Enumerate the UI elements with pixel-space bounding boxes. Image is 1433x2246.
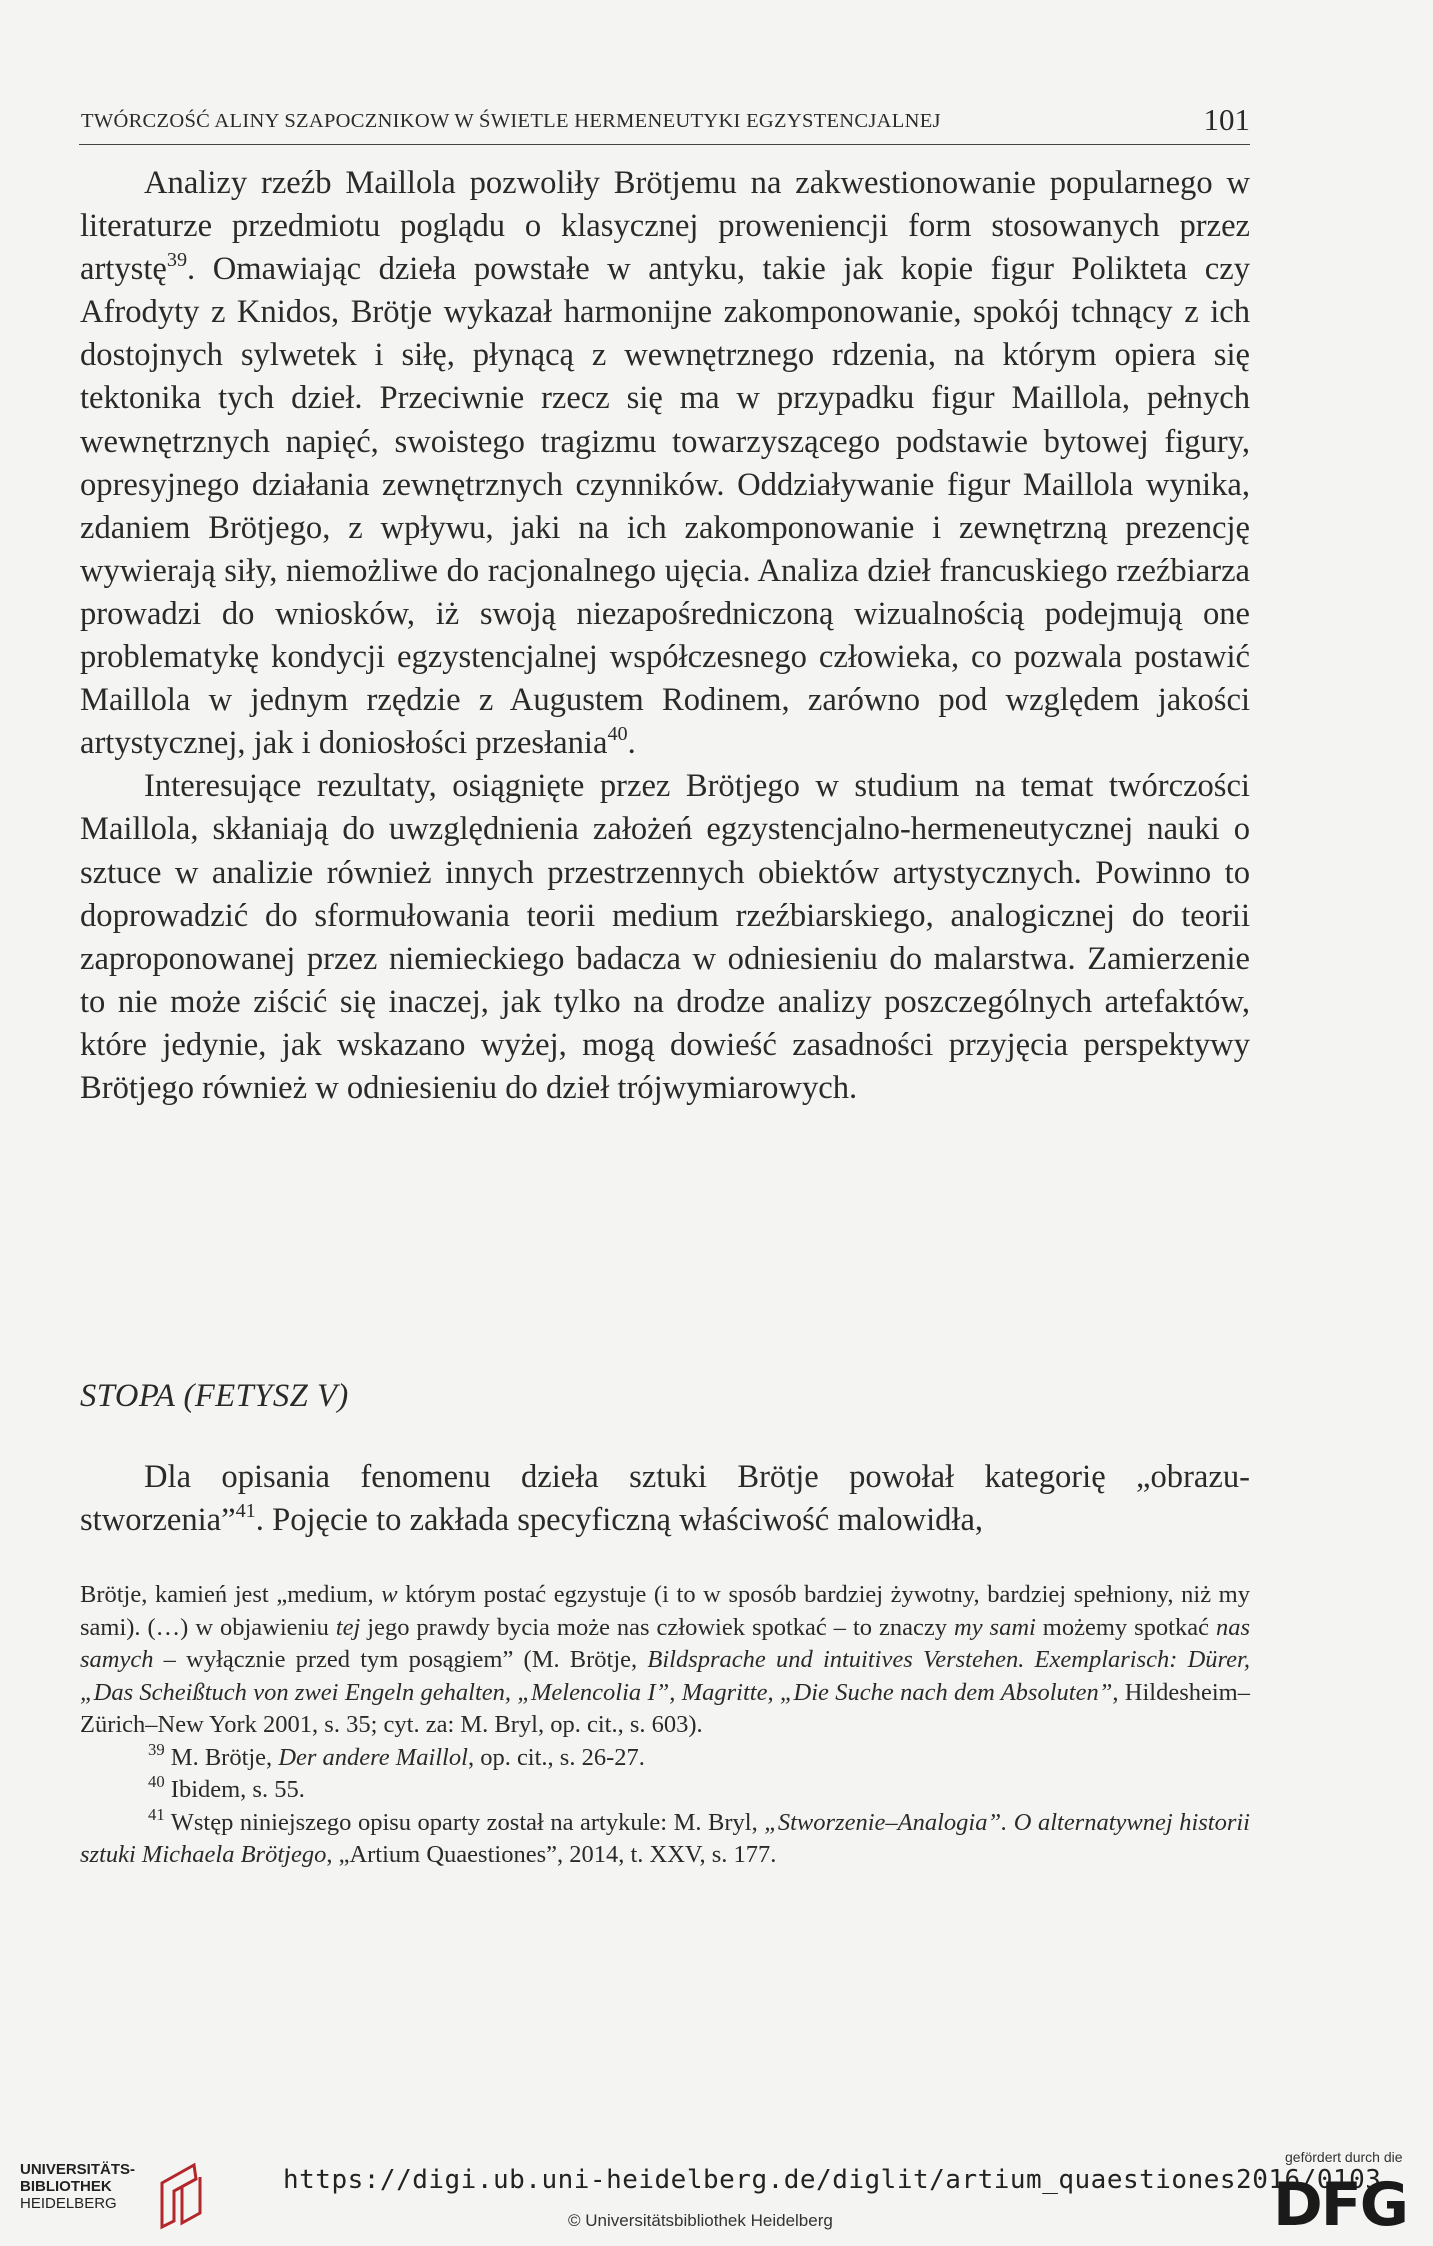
italic-run: „Stworzenie–Analogia”. O alternatywnej historii sztuki Michaela Brötjego <box>80 1808 1250 1868</box>
paragraph: Interesujące rezultaty, osiągnięte przez Brötjego w studium na temat twórczości Maillola, skłaniają do uwzględnienia założeń egzystencjalno-hermeneutycznej nauki o sztuce w analizie również innych przestrzennych obiektów artystycznych. Powinno to doprowadzić do sformułowania teorii medium rzeźbiarskiego, analogicznej do teorii zaproponowanej przez niemieckiego badacza w odniesieniu do malarstwa. Zamierzenie to nie może ziścić się inaczej, jak tylko na drodze analizy poszczególnych artefaktów, które jedynie, jak wskazano wyżej, mogą dowieść zasadności przyjęcia perspektywy Brötjego również w odniesieniu do dzieł trójwymiarowych. <box>80 768 1250 1106</box>
italic-run: w <box>381 1581 398 1608</box>
footnote-ref-39[interactable]: 39 <box>166 249 188 272</box>
text-run: . <box>627 725 636 762</box>
library-name-line: HEIDELBERG <box>20 2195 117 2212</box>
footnote-number: 41 <box>148 1804 165 1824</box>
text-run: Dla opisania fenomenu dzieła sztuki Brötje powołał kategorię „obrazu-stworzenia” <box>80 1459 1250 1539</box>
italic-run: my sami <box>954 1613 1036 1641</box>
italic-run: nas samych <box>80 1613 1250 1673</box>
paragraph <box>80 1456 1250 1542</box>
footnote-continuation <box>80 1579 1250 1742</box>
text-run: M. Brötje, <box>164 1743 279 1771</box>
library-mark-icon <box>156 2161 216 2231</box>
text-run: , Hildesheim–Zürich–New York 2001, s. 35; cyt. za: M. Bryl, op. cit., s. 603). <box>80 1678 1250 1738</box>
library-name <box>20 2161 135 2212</box>
text-run: którym postać egzystuje (i to w sposób bardziej żywotny, bardziej spełniony, niż my sami). (…) w objawieniu <box>80 1581 1250 1641</box>
funder-name: DFG <box>1273 2170 1408 2233</box>
text-run: . Omawiając dzieła powstałe w antyku, takie jak kopie figur Polikteta czy Afrodyty z Knidos, Brötje wykazał harmonijne zakomponowanie, spokój tchnący z ich dostojnych sylwetek i siłę, płynącą z wewnętrznego rdzenia, na którym opiera się tektonika tych dzieł. Przeciwnie rzecz się ma w przypadku figur Maillola, pełnych wewnętrznych napięć, swoistego tragizmu towarzyszącego podstawie bytowej figury, opresyjnego działania zewnętrznych czynników. Oddziaływanie figur Maillola wynika, zdaniem Brötjego, z wpływu, jaki na ich zakomponowanie i zewnętrzną prezencję wywierają siły, niemożliwe do racjonalnego ujęcia. Analiza dzieł francuskiego rzeźbiarza prowadzi do wniosków, iż swoją niezapośredniczoną wizualnością podejmują one problematykę kondycji egzystencjalnej współczesnego człowieka, co pozwala postawić Maillola w jednym rzędzie z Augustem Rodinem, zarówno pod względem jakości artystycznej, jak i doniosłości przesłania <box>80 251 1250 762</box>
footnote-40 <box>80 1774 1250 1807</box>
footnote-ref-40[interactable]: 40 <box>607 723 628 746</box>
text-run: Brötje, kamień jest „medium, <box>80 1581 382 1608</box>
dfg-logo-icon <box>1273 2167 1418 2233</box>
source-url-link[interactable]: https://digi.ub.uni-heidelberg.de/diglit/artium_quaestiones2016/0103 <box>283 2165 1382 2195</box>
text-run: . Pojęcie to zakłada specyficzną właściwość malowidła, <box>255 1502 984 1539</box>
running-header <box>79 98 1250 145</box>
digitization-footer <box>0 2133 1433 2246</box>
text-run: Wstęp niniejszego opisu oparty został na artykule: M. Bryl, <box>164 1808 765 1836</box>
library-logo[interactable] <box>20 2161 205 2231</box>
footnotes <box>80 1579 1250 1872</box>
funder-note: gefördert durch die <box>1285 2149 1403 2165</box>
running-title: TWÓRCZOŚĆ ALINY SZAPOCZNIKOW W ŚWIETLE HERMENEUTYKI EGZYSTENCJALNEJ <box>81 110 941 132</box>
italic-run: tej <box>335 1613 361 1641</box>
text-run: , op. cit., s. 26-27. <box>467 1743 645 1771</box>
library-name-line: BIBLIOTHEK <box>20 2178 112 2195</box>
text-run: jego prawdy bycia może nas człowiek spotkać – to znaczy <box>360 1613 954 1641</box>
library-name-line: UNIVERSITÄTS- <box>20 2161 136 2178</box>
footnote-ref-41[interactable]: 41 <box>235 1500 256 1523</box>
funder-logo[interactable] <box>1273 2149 1418 2239</box>
footnote-number: 40 <box>148 1772 165 1792</box>
text-run: Analizy rzeźb Maillola pozwoliły Brötjemu na zakwestionowanie popularnego w literaturze przedmiotu poglądu o klasycznej proweniencji form stosowanych przez artystę <box>80 165 1250 288</box>
footnote-number: 39 <box>148 1739 165 1759</box>
text-run: możemy spotkać <box>1035 1613 1216 1641</box>
text-run: – wyłącznie przed tym posągiem” (M. Brötje, <box>153 1646 648 1673</box>
copyright-notice: © Universitätsbibliothek Heidelberg <box>568 2211 833 2230</box>
footnote-39 <box>80 1739 1250 1775</box>
italic-run: Bildsprache und intuitives Verstehen. Exemplarisch: Dürer, „Das Scheißtuch von zwei Engeln gehalten, „Melencolia I”, Magritte, „Die Suche nach dem Absoluten” <box>80 1646 1250 1706</box>
section-text <box>80 1456 1250 1542</box>
page-number: 101 <box>1203 102 1250 137</box>
text-run: , „Artium Quaestiones”, 2014, t. XXV, s. 177. <box>326 1841 777 1868</box>
paragraph <box>80 162 1250 765</box>
main-text <box>80 162 1250 1110</box>
italic-run: Der andere Maillol <box>278 1743 468 1771</box>
footnote-41 <box>80 1804 1250 1872</box>
text-run: Ibidem, s. 55. <box>164 1776 305 1803</box>
section-heading: STOPA (FETYSZ V) <box>80 1378 349 1414</box>
